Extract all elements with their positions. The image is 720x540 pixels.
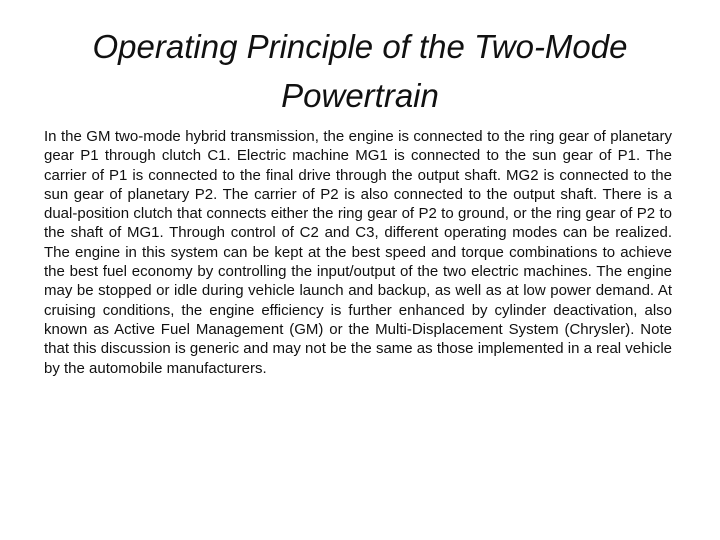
body-paragraph: In the GM two-mode hybrid transmission, the engine is connected to the ring gear of planetary gear P1 through clutch C1. Electric machine MG1 is connected to the sun gear of P1. The carrier of P1 is connected to the final drive through the output shaft. MG2 is connected to the sun gear of planetary P2. The carrier of P2 is also connected to the output shaft. There is a dual-position clutch that connects either the ring gear of P2 to ground, or the ring gear of P2 to the shaft of MG1. Through control of C2 and C3, different operating modes can be realized. The engine in this system can be kept at the best speed and torque combinations to achieve the best fuel economy by controlling the input/output of the two electric machines. The engine may be stopped or idle during vehicle launch and backup, as well as at low power demand. At cruising conditions, the engine efficiency is further enhanced by cylinder deactivation, also known as Active Fuel Management (GM) or the Multi-Displacement System (Chrysler). Note that this discussion is generic and may not be the same as those implemented in a real vehicle by the automobile manufacturers. — [44, 128, 672, 377]
slide-title: Operating Principle of the Two-Mode Powertrain — [92, 28, 628, 114]
